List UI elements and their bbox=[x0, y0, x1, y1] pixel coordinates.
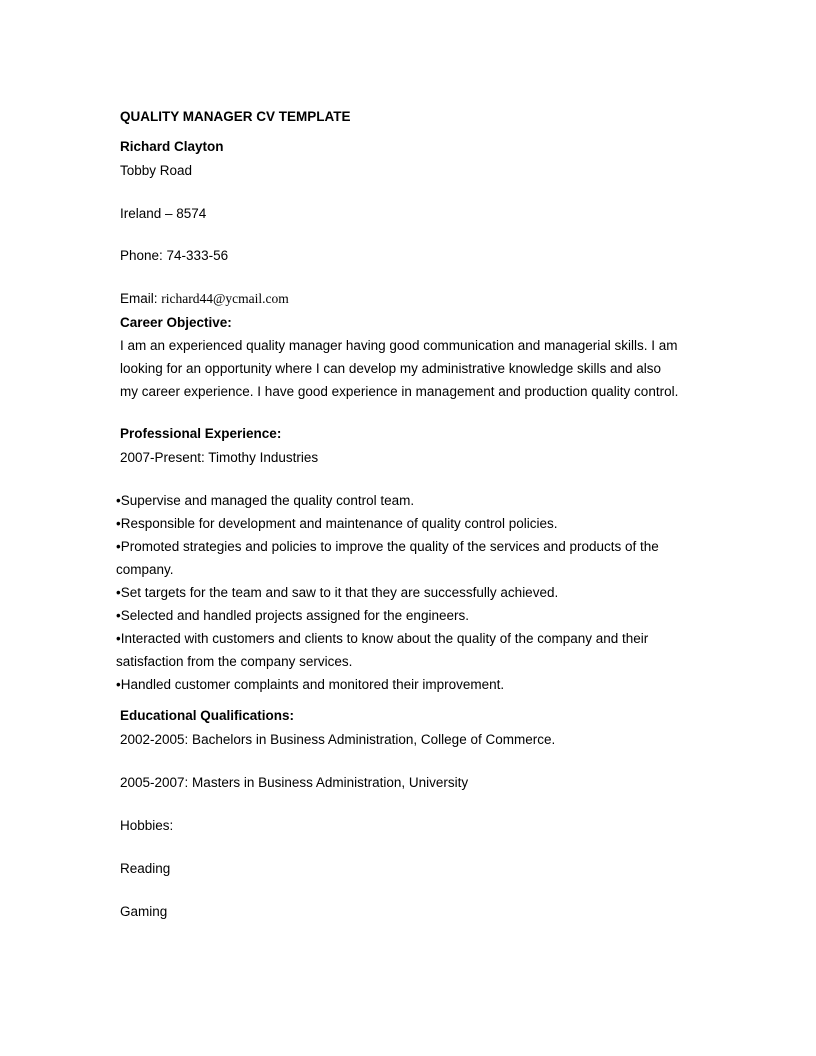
address-region: Ireland – 8574 bbox=[120, 206, 207, 221]
education-item: 2005-2007: Masters in Business Administration, University bbox=[120, 775, 469, 790]
hobby-item: Reading bbox=[120, 861, 171, 876]
document-title: QUALITY MANAGER CV TEMPLATE bbox=[120, 109, 351, 124]
experience-bullet-list bbox=[116, 489, 682, 696]
phone-line: Phone: 74-333-56 bbox=[120, 248, 229, 263]
experience-role: 2007-Present: Timothy Industries bbox=[120, 450, 319, 465]
career-objective-heading: Career Objective: bbox=[120, 315, 232, 330]
education-item: 2002-2005: Bachelors in Business Administration, College of Commerce. bbox=[120, 732, 556, 747]
experience-bullet-item bbox=[116, 581, 682, 604]
bullet-text: Responsible for development and maintenance of quality control policies. bbox=[120, 516, 558, 531]
experience-bullet-item bbox=[116, 604, 682, 627]
cv-content bbox=[116, 105, 682, 923]
experience-bullet-item bbox=[116, 489, 682, 512]
experience-bullet-item bbox=[116, 627, 682, 673]
bullet-icon: • bbox=[116, 608, 121, 623]
email-label: Email: bbox=[120, 291, 162, 306]
bullet-text: Supervise and managed the quality control team. bbox=[120, 493, 415, 508]
bullet-text: Selected and handled projects assigned for the engineers. bbox=[120, 608, 469, 623]
bullet-text: Interacted with customers and clients to know about the quality of the company and their satisfaction from the company services. bbox=[116, 631, 649, 669]
address-street: Tobby Road bbox=[120, 163, 193, 178]
experience-bullet-item bbox=[116, 512, 682, 535]
bullet-icon: • bbox=[116, 539, 121, 554]
professional-experience-heading: Professional Experience: bbox=[120, 426, 282, 441]
bullet-icon: • bbox=[116, 631, 121, 646]
bullet-text: Promoted strategies and policies to improve the quality of the services and products of the company. bbox=[116, 539, 659, 577]
candidate-name: Richard Clayton bbox=[120, 139, 224, 154]
hobby-item: Gaming bbox=[120, 904, 168, 919]
bullet-text: Set targets for the team and saw to it that they are successfully achieved. bbox=[120, 585, 559, 600]
experience-bullet-item bbox=[116, 535, 682, 581]
bullet-icon: • bbox=[116, 516, 121, 531]
education-heading: Educational Qualifications: bbox=[120, 708, 295, 723]
bullet-icon: • bbox=[116, 585, 121, 600]
career-objective-text: I am an experienced quality manager having good communication and managerial skills. I am looking for an opportunity where I can develop my administrative knowledge skills and also my career experience. I have good experience in management and production quality control. bbox=[120, 338, 679, 399]
email-line bbox=[120, 287, 682, 310]
bullet-icon: • bbox=[116, 493, 121, 508]
email-address: richard44@ycmail.com bbox=[161, 291, 289, 306]
hobbies-heading: Hobbies: bbox=[120, 818, 174, 833]
bullet-text: Handled customer complaints and monitored their improvement. bbox=[120, 677, 505, 692]
bullet-icon: • bbox=[116, 677, 121, 692]
experience-bullet-item bbox=[116, 673, 682, 696]
